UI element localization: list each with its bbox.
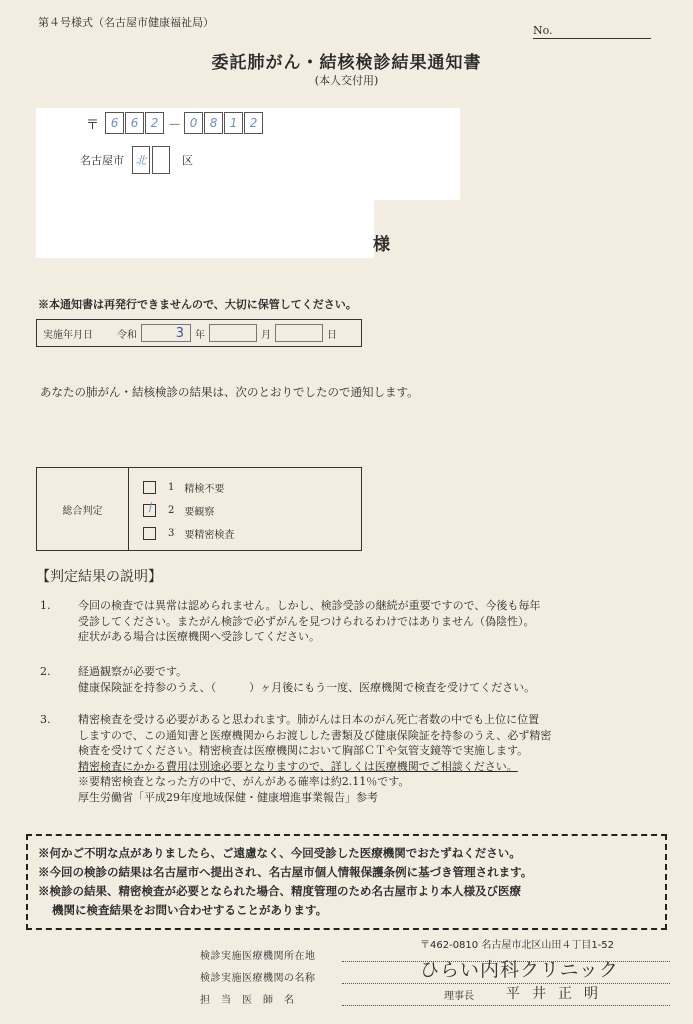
document-number: No. bbox=[533, 24, 651, 39]
item-line-underlined: 精密検査にかかる費用は別途必要となりますので、詳しくは医療機関でご相談ください。 bbox=[78, 759, 518, 773]
ward-box bbox=[152, 146, 170, 174]
checkbox bbox=[143, 527, 156, 540]
clinic-address-stamp: 〒462-0810 名古屋市北区山田４丁目1-52 bbox=[420, 940, 615, 951]
month-field bbox=[209, 324, 257, 342]
judgement-box bbox=[36, 467, 362, 551]
ward-label: 区 bbox=[182, 154, 193, 167]
judgement-option bbox=[143, 522, 234, 545]
item-number: 1. bbox=[40, 599, 51, 612]
checkbox bbox=[143, 481, 156, 494]
postal-mark: 〒 bbox=[86, 117, 100, 133]
postal-dash: － bbox=[168, 117, 182, 133]
postal-digit: 2 bbox=[145, 112, 164, 134]
ward-box: 北 bbox=[132, 146, 150, 174]
option-number: 2 bbox=[168, 505, 175, 516]
item-line: 健康保険証を持参のうえ、（ ）ヶ月後にもう一度、医療機関で検査を受けてください。 bbox=[78, 680, 536, 694]
lead-text: あなたの肺がん・結核検診の結果は、次のとおりでしたので通知します。 bbox=[40, 385, 419, 399]
item-number: 2. bbox=[40, 665, 51, 678]
postal-digit: 1 bbox=[224, 112, 243, 134]
honorific: 様 bbox=[373, 235, 390, 255]
postal-digit: 6 bbox=[105, 112, 124, 134]
exam-date-label: 実施年月日 bbox=[43, 329, 93, 341]
item-line: 精密検査を受ける必要があると思われます。肺がんは日本のがん死亡者数の中でも上位に位置 bbox=[78, 713, 540, 726]
contact-note: ※今回の検診の結果は名古屋市へ提出され、名古屋市個人情報保護条例に基づき管理されます。 bbox=[38, 865, 533, 879]
postal-code bbox=[86, 112, 264, 134]
option-number: 1 bbox=[168, 482, 175, 493]
clinic-name-stamp: ひらい内科クリニック bbox=[420, 959, 619, 981]
month-unit: 月 bbox=[261, 329, 271, 341]
redaction-block bbox=[36, 200, 374, 258]
option-label: 要観察 bbox=[184, 507, 215, 518]
day-unit: 日 bbox=[327, 329, 337, 341]
option-label: 精検不要 bbox=[184, 484, 225, 495]
era-label: 令和 bbox=[117, 329, 137, 341]
year-field: 3 bbox=[141, 324, 191, 342]
document-subtitle: (本人交付用) bbox=[314, 74, 379, 87]
form-code: 第４号様式（名古屋市健康福祉局） bbox=[38, 16, 214, 29]
judgement-options bbox=[129, 468, 234, 550]
reissue-notice: ※本通知書は再発行できませんので、大切に保管してください。 bbox=[38, 298, 357, 311]
item-line: ※要精密検査となった方の中で、がんがある確率は約2.11％です。 bbox=[78, 775, 410, 788]
item-line: 症状がある場合は医療機関へ受診してください。 bbox=[78, 630, 320, 643]
postal-digit: 8 bbox=[204, 112, 223, 134]
judgement-option bbox=[143, 476, 234, 499]
judgement-label: 総合判定 bbox=[37, 468, 129, 550]
year-unit: 年 bbox=[195, 329, 205, 341]
document-title: 委託肺がん・結核検診結果通知書 bbox=[211, 53, 482, 73]
explanation-heading: 【判定結果の説明】 bbox=[36, 569, 162, 585]
clinic-name-label: 検診実施医療機関の名称 bbox=[200, 973, 316, 984]
item-line: 受診してください。またがん検診で必ずがんを見つけられるわけではありません（偽陰性）。 bbox=[78, 614, 535, 628]
contact-note: ※検診の結果、精密検査が必要となられた場合、精度管理のため名古屋市より本人様及び医療 bbox=[38, 884, 521, 898]
item-line: 検査を受けてください。精密検査は医療機関において胸部ＣＴや気管支鏡等で実施します。 bbox=[78, 744, 529, 757]
doctor-label: 担 当 医 師 名 bbox=[200, 995, 295, 1006]
contact-note: 機関に検査結果をお問い合わせすることがあります。 bbox=[52, 903, 328, 917]
postal-digit: 6 bbox=[125, 112, 144, 134]
item-line: 今回の検査では異常は認められません。しかし、検診受診の継続が重要ですので、今後も毎年 bbox=[78, 599, 541, 612]
item-number: 3. bbox=[40, 713, 51, 726]
exam-date-box bbox=[36, 319, 362, 347]
option-number: 3 bbox=[168, 528, 175, 539]
postal-digit: 0 bbox=[184, 112, 203, 134]
option-label: 要精密検査 bbox=[184, 530, 235, 541]
item-line: 経過観察が必要です。 bbox=[78, 665, 188, 678]
clinic-address-label: 検診実施医療機関所在地 bbox=[200, 951, 316, 962]
day-field bbox=[275, 324, 323, 342]
contact-note: ※何かご不明な点がありましたら、ご遠慮なく、今回受診した医療機関でおたずねください。 bbox=[38, 846, 521, 860]
postal-digit: 2 bbox=[244, 112, 263, 134]
item-line: しますので、この通知書と医療機関からお渡しした書類及び健康保険証を持参のうえ、必ず精密 bbox=[78, 728, 552, 742]
city-line bbox=[80, 146, 193, 174]
city-label: 名古屋市 bbox=[80, 154, 124, 167]
doctor-title-stamp: 理事長 bbox=[444, 991, 474, 1002]
doctor-name-stamp: 平井正明 bbox=[506, 986, 610, 1002]
contact-notes-box bbox=[26, 834, 667, 930]
item-line: 厚生労働省「平成29年度地域保健・健康増進事業報告」参考 bbox=[78, 790, 378, 804]
judgement-option bbox=[143, 499, 234, 522]
checkbox-checked bbox=[143, 504, 156, 517]
